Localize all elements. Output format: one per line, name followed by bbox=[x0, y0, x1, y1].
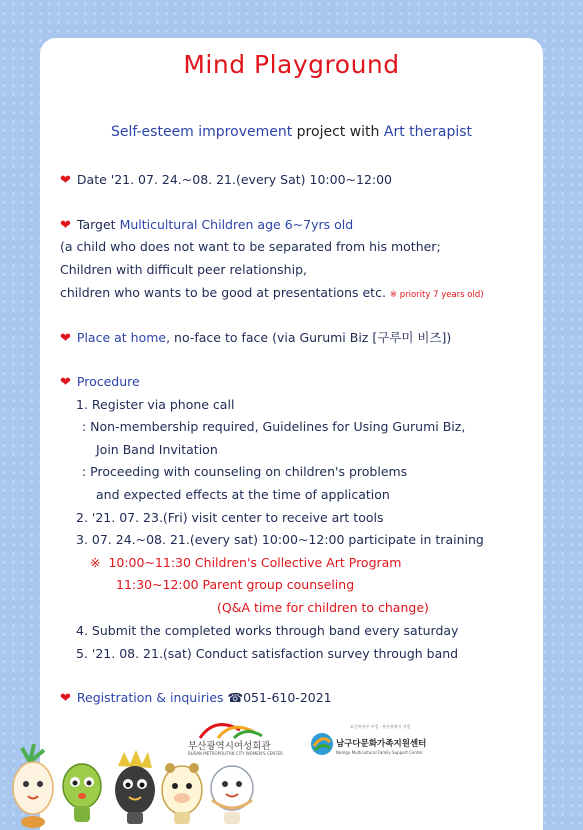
target-line bbox=[60, 217, 353, 233]
seaweed-mascot-icon bbox=[115, 750, 155, 824]
procedure-note-1 bbox=[90, 555, 402, 570]
procedure-note-2: 11:30~12:00 Parent group counseling bbox=[116, 577, 355, 592]
heart-icon: ❤ bbox=[60, 173, 71, 188]
date-line bbox=[60, 172, 392, 188]
womens-center-name: 부산광역시여성회관 bbox=[188, 741, 271, 752]
priority-note: priority 7 years old) bbox=[397, 290, 484, 300]
mascot-characters bbox=[0, 740, 583, 830]
leaf-mascot-icon bbox=[63, 764, 101, 822]
family-center-sub: Namgu Multicultural Family Support Center bbox=[336, 750, 423, 755]
procedure-note-3: (Q&A time for children to change) bbox=[217, 600, 429, 615]
procedure-step-1b: Join Band Invitation bbox=[96, 442, 218, 457]
procedure-step-2: 2. '21. 07. 23.(Fri) visit center to receive art tools bbox=[76, 510, 384, 525]
priority-mark: ※ bbox=[389, 290, 398, 300]
procedure-heading-text: Procedure bbox=[76, 374, 140, 389]
womens-center-sub: BUSAN METROPOLITAN CITY WOMEN'S CENTER bbox=[188, 751, 283, 756]
family-center-name: 남구다문화가족지원센터 bbox=[336, 739, 427, 749]
phone-icon: ☎ bbox=[227, 690, 244, 705]
subtitle-part3: Art therapist bbox=[383, 124, 473, 140]
rice-bowl-mascot-icon bbox=[211, 766, 253, 824]
procedure-step-4: 4. Submit the completed works through band every saturday bbox=[76, 623, 459, 638]
place-lead: Place at home bbox=[76, 330, 167, 345]
phone-number: 051-610-2021 bbox=[243, 690, 332, 705]
procedure-step-1: 1. Register via phone call bbox=[76, 397, 235, 412]
note-1-text: 10:00~11:30 Children's Collective Art Program bbox=[108, 555, 402, 570]
heart-icon: ❤ bbox=[60, 218, 71, 233]
subtitle-part1: Self-esteem improvement bbox=[110, 124, 293, 140]
registration-label: Registration & inquiries bbox=[76, 690, 228, 705]
procedure-step-1d: and expected effects at the time of application bbox=[96, 487, 390, 502]
heart-icon: ❤ bbox=[60, 691, 71, 706]
procedure-step-5: 5. '21. 08. 21.(sat) Conduct satisfaction survey through band bbox=[76, 646, 459, 661]
target-line2: (a child who does not want to be separated from his mother; bbox=[60, 239, 441, 254]
cow-mascot-icon bbox=[162, 763, 202, 824]
place-rest: , no-face to face (via Gurumi Biz [구루미 비즈]) bbox=[166, 330, 452, 345]
target-line4 bbox=[60, 285, 484, 300]
target-lead: Target bbox=[76, 217, 120, 232]
heart-icon: ❤ bbox=[60, 331, 71, 346]
procedure-step-1c: : Proceeding with counseling on children's problems bbox=[82, 464, 408, 479]
subtitle-part2: project with bbox=[292, 124, 384, 140]
target-line4-text: children who wants to be good at presentations etc. bbox=[60, 285, 390, 300]
page-title: Mind Playground bbox=[183, 50, 400, 79]
content-card bbox=[40, 38, 543, 830]
procedure-heading bbox=[60, 374, 140, 390]
womens-center-emblem bbox=[170, 718, 270, 740]
registration-line bbox=[60, 690, 332, 706]
heart-icon: ❤ bbox=[60, 375, 71, 390]
place-line bbox=[60, 328, 451, 346]
subtitle bbox=[0, 124, 583, 140]
procedure-step-3: 3. 07. 24.~08. 21.(every sat) 10:00~12:00 participate in training bbox=[76, 532, 484, 547]
date-text: Date '21. 07. 24.~08. 21.(every Sat) 10:00~12:00 bbox=[76, 172, 393, 187]
target-highlight: Multicultural Children age 6~7yrs old bbox=[119, 217, 354, 232]
note-mark: ※ bbox=[90, 555, 101, 570]
procedure-step-1a: : Non-membership required, Guidelines for Using Gurumi Biz, bbox=[82, 419, 466, 434]
target-line3: Children with difficult peer relationship, bbox=[60, 262, 307, 277]
radish-mascot-icon bbox=[13, 744, 53, 828]
family-center-top: 보건복지부 지정 · 부산광역시 지원 bbox=[350, 724, 411, 729]
